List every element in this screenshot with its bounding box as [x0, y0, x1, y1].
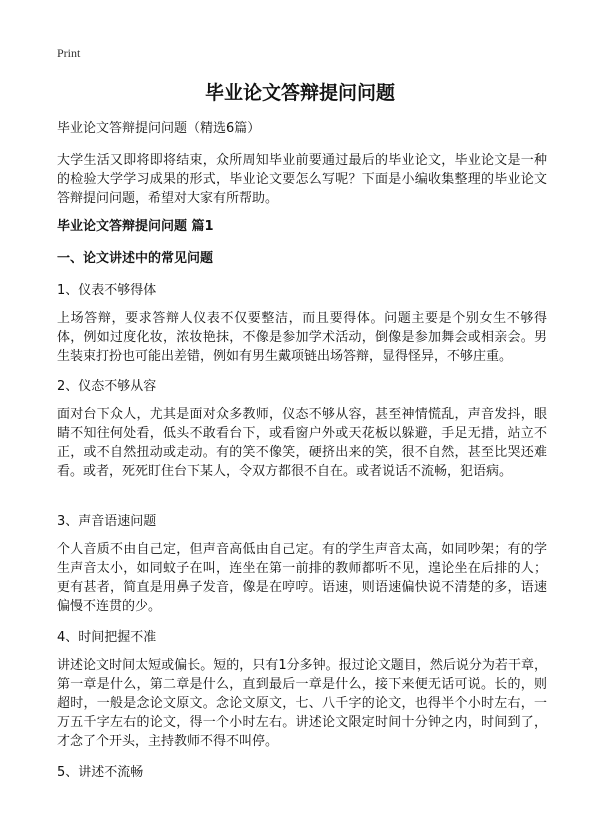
item-heading-4: 4、时间把握不准 — [57, 630, 157, 645]
document-subtitle: 毕业论文答辩提问问题（精选6篇） — [57, 121, 261, 136]
item-body-2: 面对台下众人，尤其是面对众多教师，仪态不够从容，甚至神情慌乱，声音发抖，眼睛不知往何处看，低头不敢看台下，或看窗户外或天花板以躲避，手足无措，站立不正，或不自然扭动或走动。有的笑不像笑，硬挤出来的笑，很不自然，甚至比哭还难看。或者，死死盯住台下某人，令双方都很不自在。或者说话不流畅，犯语病。 — [57, 407, 547, 479]
item-body-3: 个人音质不由自己定，但声音高低由自己定。有的学生声音太高，如同吵架；有的学生声音太小，如同蚊子在叫，连坐在第一前排的教师都听不见，遑论坐在后排的人；更有甚者，简直是用鼻子发音，像是在哼哼。语速，则语速偏快说不清楚的多，语速偏慢不连贯的少。 — [57, 542, 547, 614]
item-heading-1: 1、仪表不够得体 — [57, 283, 157, 298]
document-title: 毕业论文答辩提问问题 — [204, 82, 395, 104]
intro-paragraph: 大学生活又即将即将结束，众所周知毕业前要通过最后的毕业论文，毕业论文是一种的检验大学学习成果的形式，毕业论文要怎么写呢？下面是小编收集整理的毕业论文答辩提问问题，希望对大家有所帮助。 — [57, 153, 547, 206]
item-heading-3: 3、声音语速问题 — [57, 514, 157, 529]
section-title: 毕业论文答辩提问问题 篇1 — [57, 219, 214, 234]
item-heading-2: 2、仪态不够从容 — [57, 379, 157, 394]
print-link[interactable]: Print — [57, 46, 81, 60]
item-body-4: 讲述论文时间太短或偏长。短的，只有1分多钟。报过论文题目，然后说分为若干章，第一章是什么，第二章是什么，直到最后一章是什么，接下来便无话可说。长的，则超时，一般是念论文原文。念论文原文，七、八千字的论文，也得半个小时左右，一万五千字左右的论文，得一个小时左右。讲述论文限定时间十分钟之内，时间到了，才念了个开头，主持教师不得不叫停。 — [57, 658, 547, 749]
item-body-1: 上场答辩，要求答辩人仪表不仅要整洁，而且要得体。问题主要是个别女生不够得体，例如过度化妆，浓妆艳抹，不像是参加学术活动，倒像是参加舞会或相亲会。男生装束打扮也可能出差错，例如有男生戴项链出场答辩，显得怪异，不够庄重。 — [57, 311, 547, 364]
item-heading-5: 5、讲述不流畅 — [57, 765, 144, 780]
part-title: 一、论文讲述中的常见问题 — [57, 251, 214, 266]
